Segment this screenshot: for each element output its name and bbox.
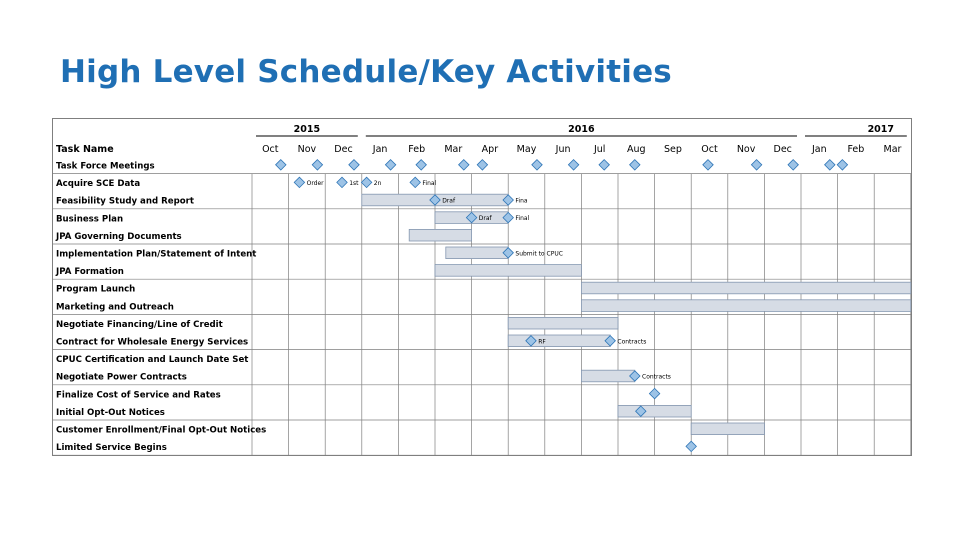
milestone-marker bbox=[825, 160, 835, 170]
month-label: Sep bbox=[663, 144, 682, 155]
task-bar bbox=[581, 282, 910, 294]
task-name: Acquire SCE Data bbox=[56, 179, 141, 190]
task-name: Finalize Cost of Service and Rates bbox=[56, 390, 221, 401]
milestone-marker bbox=[568, 160, 578, 170]
month-label: Nov bbox=[297, 144, 317, 155]
task-name: Implementation Plan/Statement of Intent bbox=[56, 249, 257, 260]
task-bar bbox=[435, 265, 581, 277]
milestone-marker bbox=[751, 160, 761, 170]
milestone-marker bbox=[837, 160, 847, 170]
task-name: Negotiate Power Contracts bbox=[56, 372, 187, 383]
milestone-label: RF bbox=[538, 338, 546, 346]
month-label: Dec bbox=[773, 144, 792, 155]
task-bar bbox=[409, 229, 471, 241]
task-bar bbox=[446, 247, 508, 259]
task-bar bbox=[618, 405, 691, 417]
milestone-label: 1st bbox=[349, 179, 359, 187]
month-label: Feb bbox=[408, 144, 426, 155]
task-bar bbox=[581, 370, 634, 382]
month-label: Nov bbox=[736, 144, 756, 155]
milestone-marker bbox=[385, 160, 395, 170]
month-label: Mar bbox=[883, 144, 902, 155]
milestone-label: Contracts bbox=[642, 373, 671, 381]
task-name: Program Launch bbox=[56, 284, 136, 295]
task-name: Contract for Wholesale Energy Services bbox=[56, 337, 249, 348]
month-label: May bbox=[516, 144, 537, 155]
month-label: Mar bbox=[444, 144, 463, 155]
milestone-marker bbox=[788, 160, 798, 170]
gantt-chart bbox=[52, 118, 912, 456]
task-name: Feasibility Study and Report bbox=[56, 196, 194, 207]
task-name: Task Force Meetings bbox=[56, 161, 155, 172]
milestone-marker bbox=[599, 160, 609, 170]
task-header: Task Name bbox=[56, 144, 114, 155]
milestone-marker bbox=[630, 160, 640, 170]
task-name: Negotiate Financing/Line of Credit bbox=[56, 319, 223, 330]
task-name: Customer Enrollment/Final Opt-Out Notices bbox=[56, 425, 267, 436]
month-label: Apr bbox=[481, 144, 499, 155]
milestone-marker bbox=[337, 177, 347, 187]
milestone-label: Final bbox=[422, 179, 437, 187]
task-name: Business Plan bbox=[56, 214, 124, 225]
month-label: Oct bbox=[701, 144, 718, 155]
task-name: Limited Service Begins bbox=[56, 443, 167, 454]
milestone-marker bbox=[349, 160, 359, 170]
task-name: JPA Formation bbox=[56, 267, 124, 278]
task-bar bbox=[508, 335, 610, 347]
month-label: Aug bbox=[627, 144, 646, 155]
task-name: JPA Governing Documents bbox=[56, 231, 182, 242]
milestone-label: Order bbox=[306, 179, 324, 187]
milestone-marker bbox=[532, 160, 542, 170]
milestone-label: Draf bbox=[442, 197, 456, 205]
month-label: Oct bbox=[262, 144, 279, 155]
milestone-marker bbox=[312, 160, 322, 170]
milestone-marker bbox=[276, 160, 286, 170]
task-name: CPUC Certification and Launch Date Set bbox=[56, 355, 249, 366]
year-label: 2015 bbox=[293, 124, 321, 135]
milestone-marker bbox=[459, 160, 469, 170]
milestone-label: Draf bbox=[478, 215, 492, 223]
month-label: Jun bbox=[555, 144, 571, 155]
page-title: High Level Schedule/Key Activities bbox=[60, 54, 672, 90]
task-name: Initial Opt-Out Notices bbox=[56, 407, 165, 418]
milestone-marker bbox=[361, 177, 371, 187]
milestone-label: Contracts bbox=[617, 338, 647, 346]
month-label: Jan bbox=[811, 144, 827, 155]
milestone-marker bbox=[477, 160, 487, 170]
task-bar bbox=[508, 317, 618, 329]
month-label: Feb bbox=[847, 144, 865, 155]
year-label: 2017 bbox=[867, 124, 895, 135]
milestone-label: 2n bbox=[373, 179, 382, 187]
milestone-marker bbox=[703, 160, 713, 170]
month-label: Jul bbox=[593, 144, 606, 155]
task-bar bbox=[581, 300, 910, 312]
task-bar bbox=[691, 423, 764, 435]
task-name: Marketing and Outreach bbox=[56, 302, 174, 313]
year-label: 2016 bbox=[568, 124, 595, 135]
milestone-label: Final bbox=[515, 215, 530, 223]
milestone-marker bbox=[686, 441, 696, 451]
milestone-label: Fina bbox=[515, 197, 528, 205]
milestone-marker bbox=[649, 388, 659, 398]
milestone-label: Submit to CPUC bbox=[515, 250, 563, 258]
milestone-marker bbox=[416, 160, 426, 170]
milestone-marker bbox=[294, 177, 304, 187]
month-label: Jan bbox=[372, 144, 388, 155]
month-label: Dec bbox=[334, 144, 353, 155]
milestone-marker bbox=[410, 177, 420, 187]
